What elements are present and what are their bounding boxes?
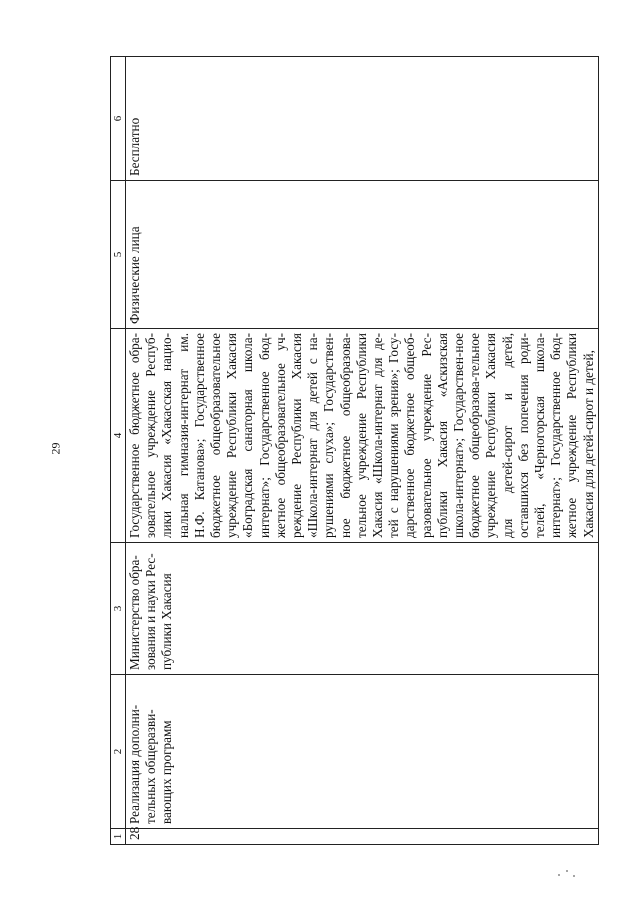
- scan-artifact: [556, 868, 580, 878]
- authority-name: Министерство обра-зования и науки Рес-публики Хакасия: [127, 553, 175, 670]
- institutions-list: Государственное бюджетное обра-зовательное учреждение Респуб-лики Хакасия «Хакасская нацио-нальная гимназия-интернат им. Н.Ф. Катанова»; Государственное бюджетное общеобразовательное учреждение Республики Хакасия «Боградская санаторная школа-интернат»; Государственное бюд-жетное общеобразовательное уч-реждение Республики Хакасия «Школа-интернат для детей с на-рушениями слуха»; Государствен-ное бюджетное общеобразова-тельное учреждение Республики Хакасия «Школа-интернат для де-тей с нарушениями зрения»; Госу-дарственное бюджетное общеоб-разовательное учреждение Рес-публики Хакасия «Аскизская школа-интернат»; Государствен-ное бюджетное общеобразова-тельное учреждение Республики Хакасия для детей-сирот и детей, оставшихся без попечения роди-телей, «Черногорская школа-интернат»; Государственное бюд-жетное учреждение Республики Хакасия для детей-сирот и детей,: [127, 333, 596, 538]
- row-number-cell: [126, 826, 599, 845]
- header-col-4: 4: [111, 329, 126, 543]
- service-name-cell: [126, 675, 599, 829]
- row-number: 28: [127, 826, 142, 840]
- header-col-1: 1: [111, 829, 126, 845]
- table-row: [126, 57, 599, 845]
- recipients: Физические лица: [127, 226, 142, 324]
- authority-cell: [126, 543, 599, 675]
- recipients-cell: [126, 181, 599, 329]
- header-col-5: 5: [111, 181, 126, 329]
- table-header-row: [111, 57, 126, 845]
- institutions-cell: [126, 329, 599, 543]
- header-col-3: 3: [111, 543, 126, 675]
- cost: Бесплатно: [127, 117, 142, 176]
- services-table-wrapper: [110, 57, 596, 845]
- service-name: Реализация дополни-тельных общеразви-вающих программ: [127, 704, 175, 824]
- page-number: 29: [48, 442, 63, 455]
- header-col-6: 6: [111, 57, 126, 181]
- header-col-2: 2: [111, 675, 126, 829]
- cost-cell: [126, 57, 599, 181]
- services-table: [110, 56, 599, 845]
